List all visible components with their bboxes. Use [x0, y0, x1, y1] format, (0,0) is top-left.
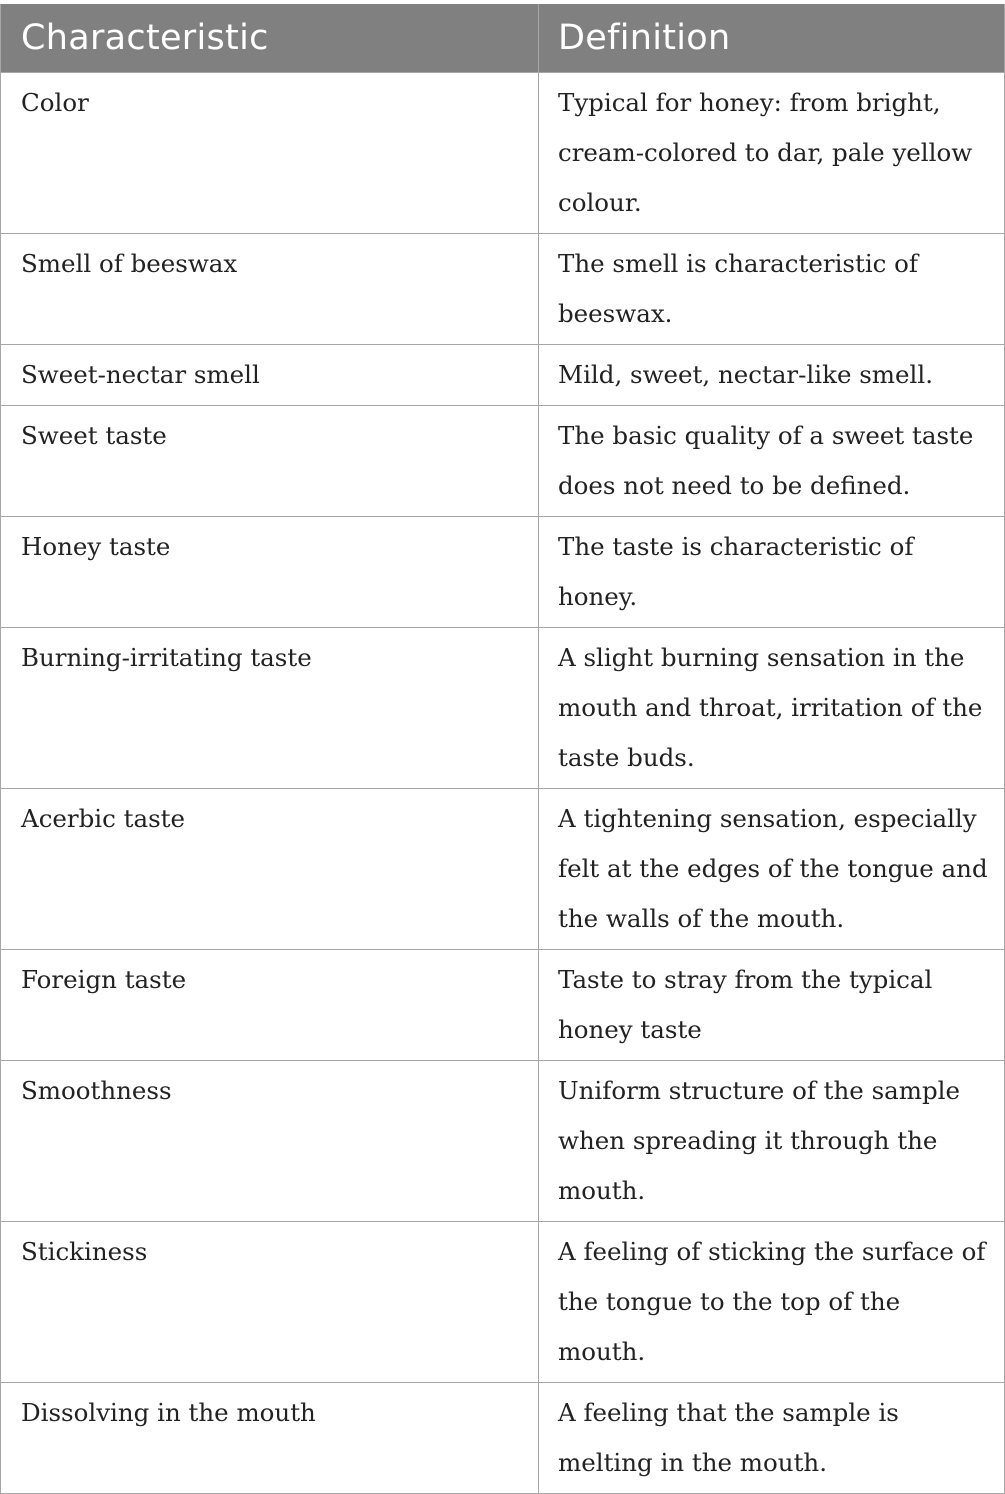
- table-header: [1, 4, 1005, 73]
- table-row: [1, 789, 1005, 950]
- table-row: [1, 345, 1005, 406]
- sensory-characteristics-table-container: [0, 4, 1004, 1494]
- characteristic-cell: Dissolving in the mouth: [1, 1383, 539, 1494]
- definition-cell: Mild, sweet, nectar-like smell.: [539, 345, 1005, 406]
- definition-cell: Uniform structure of the sample when spreading it through the mouth.: [539, 1061, 1005, 1222]
- table-row: [1, 1383, 1005, 1494]
- header-definition: Definition: [539, 4, 1005, 73]
- characteristic-cell: Smoothness: [1, 1061, 539, 1222]
- definition-cell: The taste is characteristic of honey.: [539, 517, 1005, 628]
- table-body: [1, 73, 1005, 1494]
- characteristic-cell: Foreign taste: [1, 950, 539, 1061]
- characteristic-cell: Burning-irritating taste: [1, 628, 539, 789]
- table-row: [1, 234, 1005, 345]
- characteristic-cell: Color: [1, 73, 539, 234]
- characteristic-cell: Smell of beeswax: [1, 234, 539, 345]
- table-row: [1, 1222, 1005, 1383]
- table-row: [1, 628, 1005, 789]
- header-row: [1, 4, 1005, 73]
- definition-cell: The basic quality of a sweet taste does not need to be defined.: [539, 406, 1005, 517]
- characteristic-cell: Sweet taste: [1, 406, 539, 517]
- definition-cell: A slight burning sensation in the mouth and throat, irritation of the taste buds.: [539, 628, 1005, 789]
- characteristic-cell: Stickiness: [1, 1222, 539, 1383]
- definition-cell: A feeling that the sample is melting in the mouth.: [539, 1383, 1005, 1494]
- characteristic-cell: Honey taste: [1, 517, 539, 628]
- table-row: [1, 1061, 1005, 1222]
- characteristic-cell: Acerbic taste: [1, 789, 539, 950]
- definition-cell: A tightening sensation, especially felt at the edges of the tongue and the walls of the mouth.: [539, 789, 1005, 950]
- definition-cell: Typical for honey: from bright, cream-colored to dar, pale yellow colour.: [539, 73, 1005, 234]
- header-characteristic: Characteristic: [1, 4, 539, 73]
- definition-cell: The smell is characteristic of beeswax.: [539, 234, 1005, 345]
- table-row: [1, 950, 1005, 1061]
- sensory-characteristics-table: [0, 4, 1005, 1494]
- characteristic-cell: Sweet-nectar smell: [1, 345, 539, 406]
- definition-cell: A feeling of sticking the surface of the tongue to the top of the mouth.: [539, 1222, 1005, 1383]
- table-row: [1, 406, 1005, 517]
- table-row: [1, 517, 1005, 628]
- definition-cell: Taste to stray from the typical honey taste: [539, 950, 1005, 1061]
- table-row: [1, 73, 1005, 234]
